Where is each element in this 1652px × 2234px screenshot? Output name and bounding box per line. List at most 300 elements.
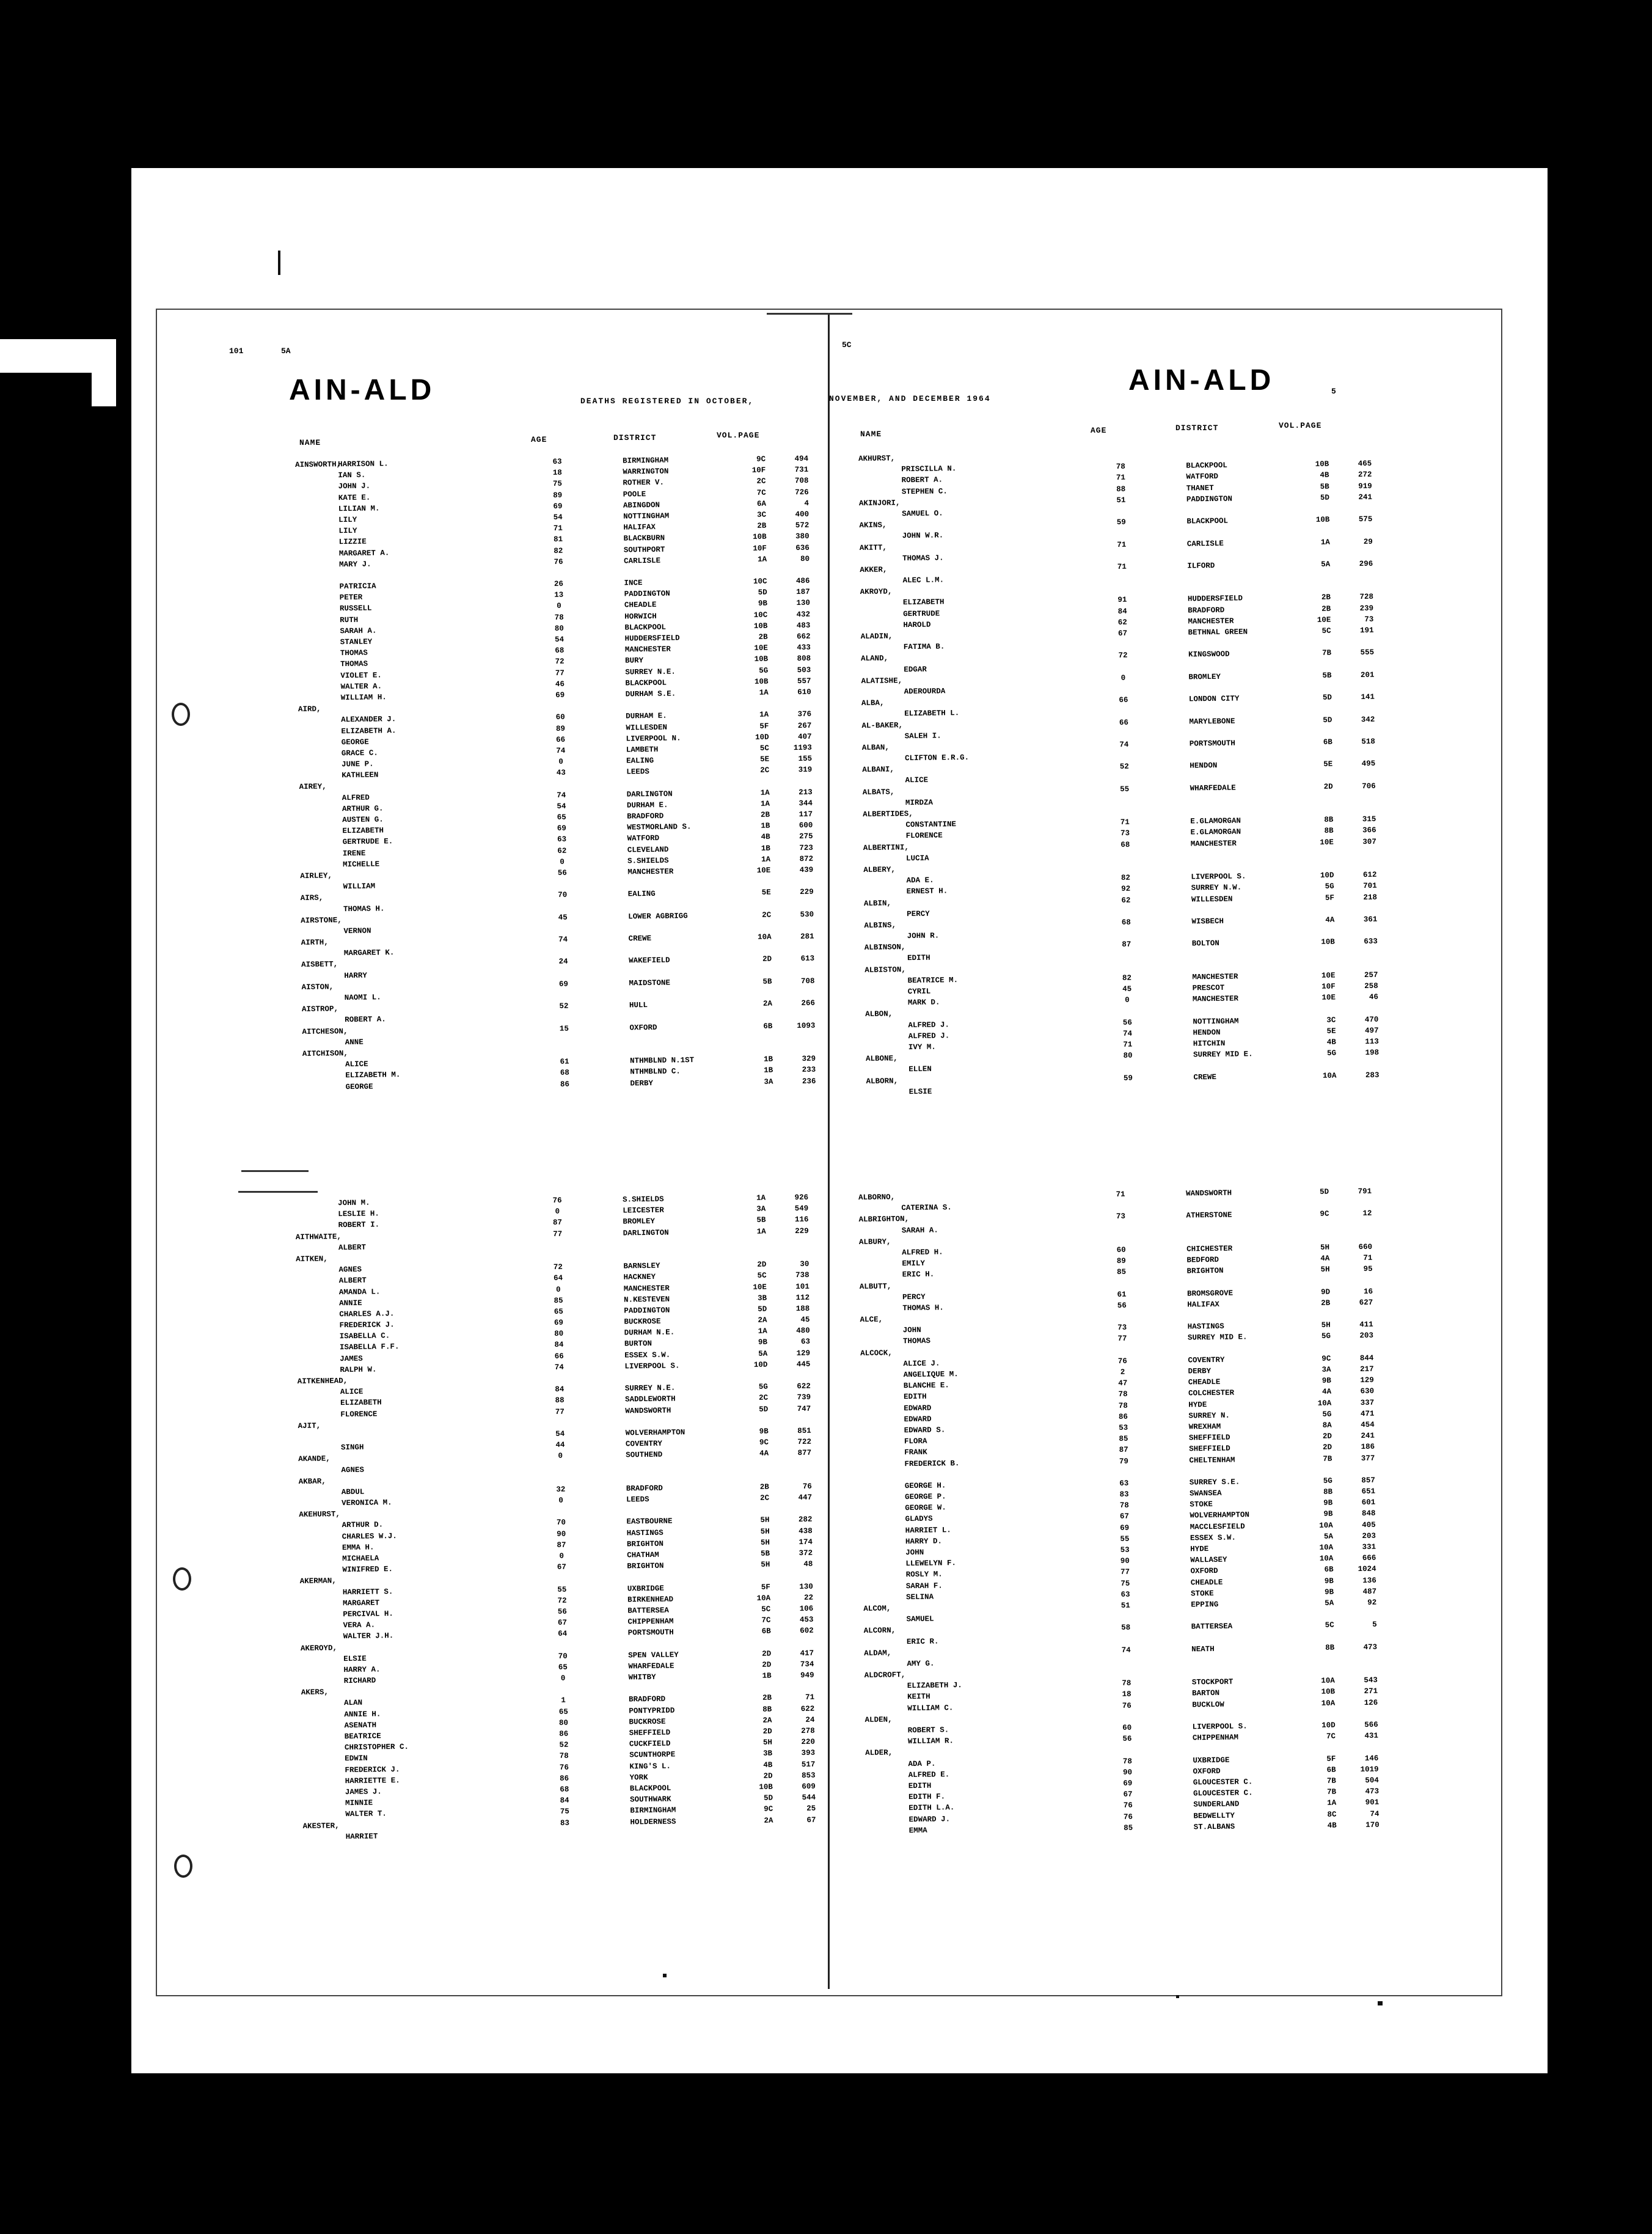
entry-district: BETHNAL GREEN <box>1188 628 1248 637</box>
entry-district: BIRKENHEAD <box>627 1595 674 1605</box>
entry-forename: EMMA <box>908 1826 927 1835</box>
punch-hole-icon <box>172 703 190 726</box>
entry-age: 70 <box>556 1518 566 1528</box>
entry-surname: ALBRIGHTON, <box>858 1215 910 1225</box>
entry-district: PORTSMOUTH <box>1189 739 1235 749</box>
entry-surname: ALBUTT, <box>859 1281 892 1291</box>
entry-district: GLOUCESTER C. <box>1193 1778 1253 1787</box>
entry-page: 610 <box>797 687 811 697</box>
header-volpage: VOL.PAGE <box>1279 421 1322 430</box>
entry-age: 86 <box>559 1729 569 1738</box>
entry-page: 198 <box>1365 1048 1380 1058</box>
entry-page: 734 <box>800 1660 814 1669</box>
entry-volume: 4B <box>763 1760 773 1770</box>
entry-age: 45 <box>1122 984 1132 994</box>
entry-district: LONDON CITY <box>1188 694 1240 704</box>
entry-forename: THOMAS J. <box>902 553 944 563</box>
entry-forename: ALICE <box>345 1060 368 1069</box>
entry-forename: ADA E. <box>906 876 934 885</box>
entry-volume: 9C <box>759 1438 769 1447</box>
entry-age: 0 <box>1125 995 1130 1005</box>
entry-forename: MARGARET <box>343 1599 380 1608</box>
entry-district: STOKE <box>1190 1589 1214 1599</box>
entry-district: SWANSEA <box>1189 1489 1222 1498</box>
entry-forename: GEORGE P. <box>905 1492 946 1502</box>
entry-volume: 9B <box>1324 1577 1334 1586</box>
entry-age: 69 <box>553 502 563 511</box>
entry-volume: 10B <box>753 621 768 631</box>
entry-page: 651 <box>1361 1487 1376 1496</box>
entry-district: ROTHER V. <box>623 478 665 488</box>
entry-district: WHITBY <box>628 1672 656 1682</box>
entry-age: 73 <box>1117 1323 1127 1333</box>
entry-forename: CHARLES W.J. <box>342 1531 397 1541</box>
entry-volume: 2D <box>762 1660 772 1669</box>
entry-volume: 5H <box>761 1560 770 1569</box>
entry-forename: ANNE <box>345 1038 364 1047</box>
entry-page: 480 <box>796 1326 810 1336</box>
entry-district: HUDDERSFIELD <box>1187 594 1243 604</box>
entry-age: 69 <box>558 980 569 989</box>
entry-volume: 10F <box>753 544 767 553</box>
entry-surname: ALBIN, <box>863 898 892 908</box>
entry-forename: SALEH I. <box>904 731 941 741</box>
entry-surname: AIRD, <box>298 705 321 714</box>
entry-forename: LILIAN M. <box>338 504 380 513</box>
entry-page: 439 <box>799 865 814 874</box>
entry-volume: 8C <box>1327 1810 1337 1819</box>
entry-page: 4 <box>804 499 810 508</box>
entry-age: 63 <box>1120 1590 1130 1599</box>
entry-forename: JAMES <box>340 1354 363 1363</box>
entry-district: BRADFORD <box>626 1484 663 1493</box>
entry-age: 61 <box>560 1057 569 1066</box>
entry-age: 74 <box>554 1363 564 1372</box>
section-divider <box>241 1170 309 1172</box>
entry-forename: MARGARET A. <box>338 548 390 558</box>
entry-page: 411 <box>1359 1320 1373 1330</box>
entry-district: HACKNEY <box>623 1273 656 1282</box>
entry-district: BURY <box>624 656 644 665</box>
entry-page: 901 <box>1365 1798 1380 1807</box>
entry-page: 74 <box>1370 1809 1380 1818</box>
header-name: NAME <box>860 430 882 439</box>
entry-page: 708 <box>794 477 809 486</box>
entry-page: 662 <box>797 632 811 641</box>
entry-age: 0 <box>558 1451 563 1461</box>
entry-district: CLEVELAND <box>627 845 669 854</box>
entry-page: 220 <box>801 1737 816 1747</box>
entry-age: 76 <box>1122 1701 1131 1710</box>
entry-age: 59 <box>1116 518 1126 527</box>
entry-district: WISBECH <box>1191 917 1224 926</box>
entry-page: 278 <box>801 1726 815 1735</box>
entry-forename: EDITH <box>908 1781 932 1791</box>
entry-page: 470 <box>1364 1015 1379 1024</box>
entry-page: 848 <box>1361 1509 1376 1518</box>
entry-volume: 1A <box>1327 1798 1337 1808</box>
entry-volume: 5B <box>1320 482 1329 491</box>
entry-age: 59 <box>1123 1074 1133 1083</box>
entry-volume: 9B <box>1324 1588 1334 1597</box>
entry-volume: 10B <box>754 654 769 664</box>
entry-page: 315 <box>1362 815 1376 824</box>
entry-page: 45 <box>800 1315 810 1324</box>
entry-volume: 10B <box>1321 937 1335 947</box>
entry-forename: SELINA <box>906 1592 934 1602</box>
entry-forename: JOHN J. <box>338 482 371 491</box>
entry-forename: WILLIAM H. <box>340 693 387 703</box>
entry-district: MANCHESTER <box>1188 617 1234 626</box>
entry-forename: EMMA H. <box>342 1543 375 1552</box>
entry-age: 51 <box>1116 496 1126 505</box>
entry-page: 503 <box>797 665 811 675</box>
entry-district: MANCHESTER <box>1192 994 1239 1004</box>
entry-page: 438 <box>799 1526 813 1536</box>
entry-volume: 2D <box>1322 1432 1332 1441</box>
entry-page: 600 <box>799 821 813 830</box>
header-age: AGE <box>1091 426 1107 435</box>
entry-district: NOTTINGHAM <box>1193 1017 1239 1026</box>
entry-page: 5 <box>1372 1620 1377 1630</box>
entry-page: 432 <box>796 610 811 619</box>
left-page-number: 101 <box>229 346 244 356</box>
entry-page: 22 <box>803 1593 814 1602</box>
entry-page: 101 <box>795 1282 810 1291</box>
entry-age: 56 <box>1117 1301 1127 1310</box>
entry-age: 72 <box>1118 651 1128 661</box>
entry-page: 46 <box>1369 992 1379 1002</box>
entry-age: 64 <box>558 1629 568 1639</box>
entry-volume: 1A <box>761 855 771 864</box>
entry-district: CHIPPENHAM <box>1192 1733 1239 1743</box>
entry-forename: MARGARET K. <box>343 948 395 958</box>
entry-volume: 3B <box>757 1294 767 1303</box>
entry-age: 0 <box>558 757 563 766</box>
entry-district: ILFORD <box>1187 561 1215 571</box>
entry-age: 26 <box>554 579 564 588</box>
entry-page: 666 <box>1362 1553 1376 1563</box>
entry-page: 170 <box>1365 1820 1380 1829</box>
entry-volume: 8B <box>1324 815 1334 824</box>
entry-volume: 5G <box>1325 882 1334 892</box>
entry-volume: 5C <box>1325 1621 1334 1630</box>
entry-district: OXFORD <box>1190 1567 1218 1576</box>
entry-district: BRADFORD <box>1188 606 1225 615</box>
entry-district: SUNDERLAND <box>1193 1800 1240 1809</box>
entry-district: BLACKPOOL <box>625 678 667 688</box>
entry-age: 84 <box>1117 607 1127 616</box>
entry-volume: 3A <box>756 1204 766 1214</box>
entry-forename: ARTHUR G. <box>342 804 384 813</box>
entry-age: 66 <box>556 735 566 744</box>
entry-volume: 5F <box>761 1583 770 1592</box>
entry-surname: ALBAN, <box>861 743 890 752</box>
entry-forename: HAROLD <box>903 620 931 629</box>
entry-page: 453 <box>799 1615 814 1625</box>
entry-age: 80 <box>554 1329 564 1339</box>
entry-page: 445 <box>796 1360 811 1369</box>
entry-district: BROMLEY <box>1188 672 1221 682</box>
entry-volume: 4A <box>1325 915 1335 925</box>
entry-district: SOUTHPORT <box>623 545 665 554</box>
entry-forename: CONSTANTINE <box>905 820 957 830</box>
entry-forename: GRACE C. <box>341 749 378 758</box>
register-banner-right: NOVEMBER, AND DECEMBER 1964 <box>829 394 991 403</box>
entry-age: 69 <box>555 690 565 700</box>
entry-forename: ROBERT S. <box>907 1726 949 1735</box>
left-page-title: AIN-ALD <box>289 374 436 406</box>
entry-page: 377 <box>1361 1454 1375 1463</box>
entry-district: POOLE <box>623 489 646 499</box>
entry-page: 431 <box>1364 1731 1379 1741</box>
entry-district: WHARFEDALE <box>1190 783 1236 793</box>
entry-volume: 1A <box>756 1193 766 1203</box>
entry-age: 91 <box>1117 596 1127 605</box>
entry-volume: 5B <box>1322 671 1332 680</box>
entry-volume: 9B <box>758 1338 768 1347</box>
entry-age: 60 <box>555 712 565 722</box>
entry-forename: ERNEST H. <box>906 887 948 896</box>
entry-page: 329 <box>802 1054 816 1064</box>
header-name: NAME <box>299 438 321 447</box>
entry-forename: MICHAELA <box>342 1554 379 1564</box>
entry-forename: EDITH <box>904 1393 927 1402</box>
entry-volume: 7B <box>1326 1787 1337 1796</box>
entry-volume: 5D <box>1322 693 1332 702</box>
entry-forename: AUSTEN G. <box>342 815 384 825</box>
entry-page: 80 <box>800 554 810 563</box>
entry-surname: ALBINS, <box>864 921 897 930</box>
entry-page: 919 <box>1358 482 1372 491</box>
entry-page: 486 <box>795 576 810 586</box>
entry-page: 473 <box>1363 1643 1378 1652</box>
entry-forename: AMY G. <box>907 1659 935 1668</box>
entry-district: LIVERPOOL N. <box>626 734 681 744</box>
entry-page: 706 <box>1362 782 1376 791</box>
entry-volume: 5G <box>759 666 769 675</box>
entry-volume: 4A <box>759 1449 769 1459</box>
entry-page: 24 <box>805 1715 815 1724</box>
entry-district: HULL <box>629 1001 648 1010</box>
entry-district: DERBY <box>1188 1366 1212 1376</box>
entry-forename: HARRIETTE E. <box>345 1776 400 1785</box>
entry-forename: ELSIE <box>343 1654 367 1663</box>
entry-surname: AITCHESON, <box>302 1027 348 1036</box>
entry-district: INCE <box>624 579 643 588</box>
entry-forename: JAMES J. <box>345 1787 382 1797</box>
entry-age: 69 <box>554 1318 564 1327</box>
entry-page: 141 <box>1361 692 1375 702</box>
entry-forename: ROBERT I. <box>338 1220 380 1230</box>
entry-district: WATFORD <box>1186 472 1219 482</box>
entry-district: BURTON <box>624 1339 652 1349</box>
entry-forename: ERIC H. <box>902 1270 935 1280</box>
entry-district: CREWE <box>1193 1072 1217 1082</box>
entry-page: 701 <box>1363 881 1377 891</box>
entry-district: MANCHESTER <box>627 867 674 877</box>
entry-volume: 2D <box>1323 782 1333 791</box>
entry-district: BLACKPOOL <box>624 623 666 632</box>
entry-volume: 10D <box>755 733 769 742</box>
entry-district: MANCHESTER <box>1190 839 1237 848</box>
entry-volume: 10E <box>756 866 771 875</box>
entry-age: 51 <box>1120 1601 1130 1610</box>
entry-age: 78 <box>1118 1390 1128 1399</box>
entry-volume: 5G <box>1322 1410 1332 1419</box>
entry-volume: 10A <box>1321 1676 1335 1686</box>
entry-age: 71 <box>1116 474 1126 483</box>
entry-district: BROMSGROVE <box>1186 1289 1234 1298</box>
entry-forename: ALEC L.M. <box>902 576 945 585</box>
entry-forename: SAMUEL <box>906 1614 934 1624</box>
entry-forename: ALICE J. <box>903 1359 940 1368</box>
entry-district: S.SHIELDS <box>622 1195 664 1204</box>
entry-volume: 5D <box>759 1405 769 1414</box>
entry-surname: ALBERY, <box>863 865 896 874</box>
entry-forename: AGNES <box>341 1465 365 1474</box>
entry-volume: 2B <box>762 1693 772 1703</box>
entry-district: E.GLAMORGAN <box>1190 816 1241 826</box>
entry-age: 78 <box>1119 1501 1129 1511</box>
entry-surname: ALBA, <box>861 698 885 708</box>
entry-district: BLACKBURN <box>623 533 665 543</box>
entry-volume: 2B <box>1321 1298 1331 1308</box>
entry-surname: ALCORN, <box>863 1626 896 1636</box>
entry-page: 337 <box>1360 1398 1375 1407</box>
entry-age: 56 <box>557 1607 567 1616</box>
entry-volume: 5C <box>1321 626 1331 635</box>
entry-page: 241 <box>1358 493 1373 502</box>
entry-volume: 1A <box>756 1227 766 1236</box>
entry-surname: AITKENHEAD, <box>297 1376 348 1386</box>
entry-page: 739 <box>797 1393 811 1402</box>
entry-surname: AKEROYD, <box>300 1643 338 1653</box>
entry-volume: 10D <box>1321 1721 1336 1730</box>
entry-surname: AIREY, <box>299 782 327 792</box>
entry-district: HOLDERNESS <box>630 1817 676 1826</box>
entry-district: BLACKPOOL <box>629 1784 671 1793</box>
entry-volume: 10B <box>1321 1687 1336 1697</box>
entry-forename: HARRY A. <box>343 1665 381 1674</box>
entry-volume: 5A <box>1321 560 1331 569</box>
entry-page: 296 <box>1359 559 1373 568</box>
entry-volume: 8B <box>762 1705 772 1714</box>
entry-age: 66 <box>1119 718 1128 727</box>
entry-forename: FREDERICK J. <box>339 1320 395 1330</box>
entry-age: 76 <box>559 1763 569 1772</box>
entry-forename: ADA P. <box>908 1759 936 1768</box>
entry-page: 136 <box>1362 1576 1376 1585</box>
entry-volume: 5D <box>758 1305 767 1314</box>
entry-volume: 10F <box>1321 982 1336 991</box>
entry-age: 54 <box>555 635 565 644</box>
entry-forename: ELIZABETH A. <box>341 726 397 736</box>
entry-volume: 1B <box>761 821 770 830</box>
entry-page: 555 <box>1360 648 1375 657</box>
entry-page: 708 <box>800 976 815 986</box>
entry-forename: ISABELLA C. <box>339 1331 390 1341</box>
entry-page: 877 <box>797 1449 812 1458</box>
entry-district: SHEFFIELD <box>1188 1433 1230 1443</box>
entry-forename: MINNIE <box>345 1798 373 1808</box>
entry-volume: 7B <box>1321 648 1332 658</box>
entry-volume: 9B <box>1323 1498 1333 1507</box>
entry-page: 116 <box>794 1215 809 1225</box>
entry-page: 517 <box>801 1760 816 1769</box>
entry-district: COVENTRY <box>1188 1355 1225 1365</box>
entry-district: CREWE <box>628 934 652 943</box>
entry-forename: ANNIE <box>339 1298 362 1308</box>
entry-volume: 5B <box>756 1215 766 1225</box>
entry-forename: GEORGE <box>341 738 369 747</box>
entry-page: 307 <box>1362 837 1376 846</box>
entry-district: HYDE <box>1188 1400 1207 1409</box>
entry-forename: ELIZABETH <box>342 826 384 836</box>
entry-district: BATTERSEA <box>1191 1622 1233 1632</box>
entry-district: LEICESTER <box>623 1206 664 1215</box>
register-page <box>131 168 1548 2073</box>
entry-age: 73 <box>1116 1212 1126 1221</box>
entry-forename: PATRICIA <box>339 582 376 591</box>
entry-age: 64 <box>554 1273 563 1283</box>
entry-district: SURREY MID E. <box>1193 1050 1253 1060</box>
entry-district: HENDON <box>1193 1028 1221 1038</box>
entry-page: 67 <box>806 1815 816 1825</box>
entry-age: 0 <box>555 1207 560 1216</box>
entry-forename: WALTER A. <box>340 682 382 691</box>
entry-page: 473 <box>1365 1787 1380 1796</box>
entry-district: EPPING <box>1191 1600 1219 1610</box>
entry-age: 90 <box>557 1529 566 1539</box>
entry-surname: AKANDE, <box>298 1454 331 1464</box>
entry-age: 84 <box>554 1341 564 1350</box>
entry-age: 75 <box>1120 1579 1130 1588</box>
entry-age: 55 <box>1120 785 1130 794</box>
entry-age: 58 <box>1121 1623 1131 1633</box>
entry-page: 218 <box>1363 893 1378 902</box>
entry-district: CHIPPENHAM <box>627 1617 674 1627</box>
entry-age: 60 <box>1122 1723 1132 1732</box>
entry-forename: ANNIE H. <box>344 1709 381 1719</box>
entry-age: 76 <box>552 1196 562 1205</box>
entry-age: 63 <box>552 457 562 466</box>
entry-age: 83 <box>1119 1490 1129 1499</box>
entry-district: DARLINGTON <box>623 1228 669 1238</box>
entry-surname: AKESTER, <box>302 1821 340 1831</box>
entry-page: 267 <box>797 721 812 730</box>
entry-page: 633 <box>1364 937 1378 947</box>
entry-volume: 1B <box>764 1066 773 1075</box>
entry-forename: HARRIET <box>345 1832 378 1841</box>
entry-page: 257 <box>1364 970 1378 980</box>
entry-district: S.SHIELDS <box>627 856 669 866</box>
entry-district: DURHAM S.E. <box>625 689 676 699</box>
entry-forename: EDWIN <box>345 1754 368 1763</box>
entry-district: MAIDSTONE <box>629 978 671 988</box>
entry-page: 1193 <box>793 743 812 752</box>
entry-forename: LUCIA <box>906 854 929 863</box>
entry-age: 75 <box>552 480 563 489</box>
entry-age: 80 <box>1123 1051 1133 1060</box>
entry-volume: 5D <box>758 588 767 598</box>
entry-page: 417 <box>800 1649 814 1658</box>
entry-forename: THOMAS <box>340 648 368 658</box>
entry-forename: GLADYS <box>905 1514 933 1524</box>
entry-age: 78 <box>1122 1679 1131 1688</box>
entry-forename: ISABELLA F.F. <box>339 1342 400 1352</box>
entry-district: OXFORD <box>629 1023 657 1032</box>
